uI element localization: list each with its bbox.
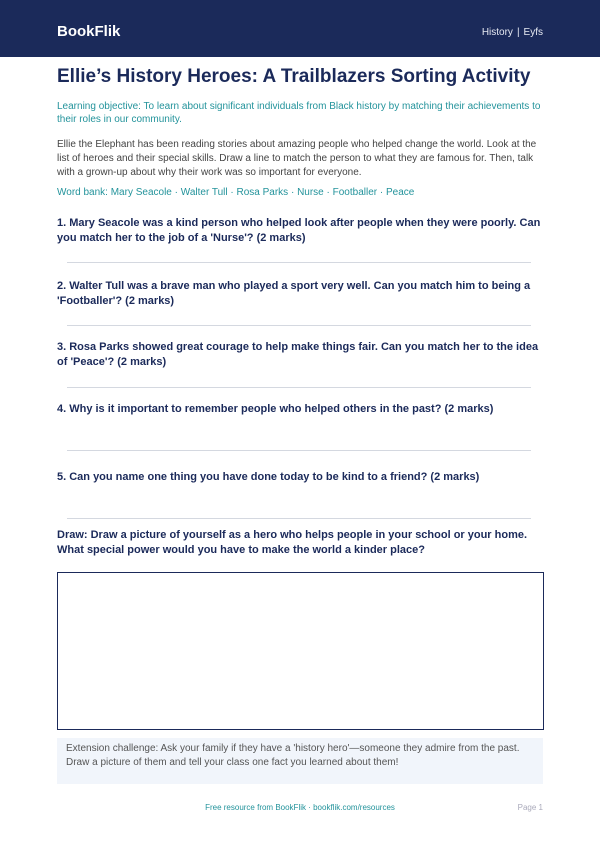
answer-line[interactable] [67, 518, 531, 519]
intro-text: Ellie the Elephant has been reading stories about amazing people who helped change the world. Look at the list of heroes and their special skills. Draw a line to match the person to what they are famous for. Then, talk with a grown-up about why their work was so important for everyone. [57, 139, 537, 178]
answer-line[interactable] [67, 387, 531, 388]
question-3: 3. Rosa Parks showed great courage to help make things fair. Can you match her to the idea of 'Peace'? (2 marks) [57, 341, 539, 368]
drawing-area[interactable] [57, 572, 544, 730]
answer-line[interactable] [67, 325, 531, 326]
breadcrumb-level[interactable]: Eyfs [523, 27, 543, 38]
breadcrumb [482, 26, 543, 40]
word-bank: Word bank: Mary Seacole · Walter Tull · Rosa Parks · Nurse · Footballer · Peace [57, 187, 415, 198]
breadcrumb-subject[interactable]: History [481, 27, 513, 38]
question-1: 1. Mary Seacole was a kind person who helped look after people when they were poorly. Can you match her to the job of a 'Nurse'? (2 marks) [57, 217, 541, 244]
answer-line[interactable] [67, 450, 531, 451]
answer-line[interactable] [67, 262, 531, 263]
page-number: Page 1 [517, 803, 543, 812]
extension-challenge: Extension challenge: Ask your family if they have a 'history hero'—someone they admire from the past. Draw a picture of them and tell your class one fact you learned about them! [57, 738, 543, 784]
brand-logo[interactable]: BookFlik [57, 23, 121, 40]
question-2: 2. Walter Tull was a brave man who played a sport very well. Can you match him to being a 'Footballer'? (2 marks) [57, 280, 531, 307]
question-4: 4. Why is it important to remember people who helped others in the past? (2 marks) [57, 403, 494, 415]
question-5: 5. Can you name one thing you have done today to be kind to a friend? (2 marks) [57, 471, 480, 483]
footer-credit[interactable]: Free resource from BookFlik · bookflik.com/resources [205, 803, 395, 812]
learning-objective: Learning objective: To learn about significant individuals from Black history by matching their achievements to their roles in our community. [57, 101, 541, 125]
draw-prompt: Draw: Draw a picture of yourself as a hero who helps people in your school or your home. What special power would you have to make the world a kinder place? [57, 529, 528, 556]
page-header [0, 0, 600, 57]
breadcrumb-separator: | [516, 27, 520, 38]
page-title: Ellie’s History Heroes: A Trailblazers Sorting Activity [57, 66, 531, 87]
